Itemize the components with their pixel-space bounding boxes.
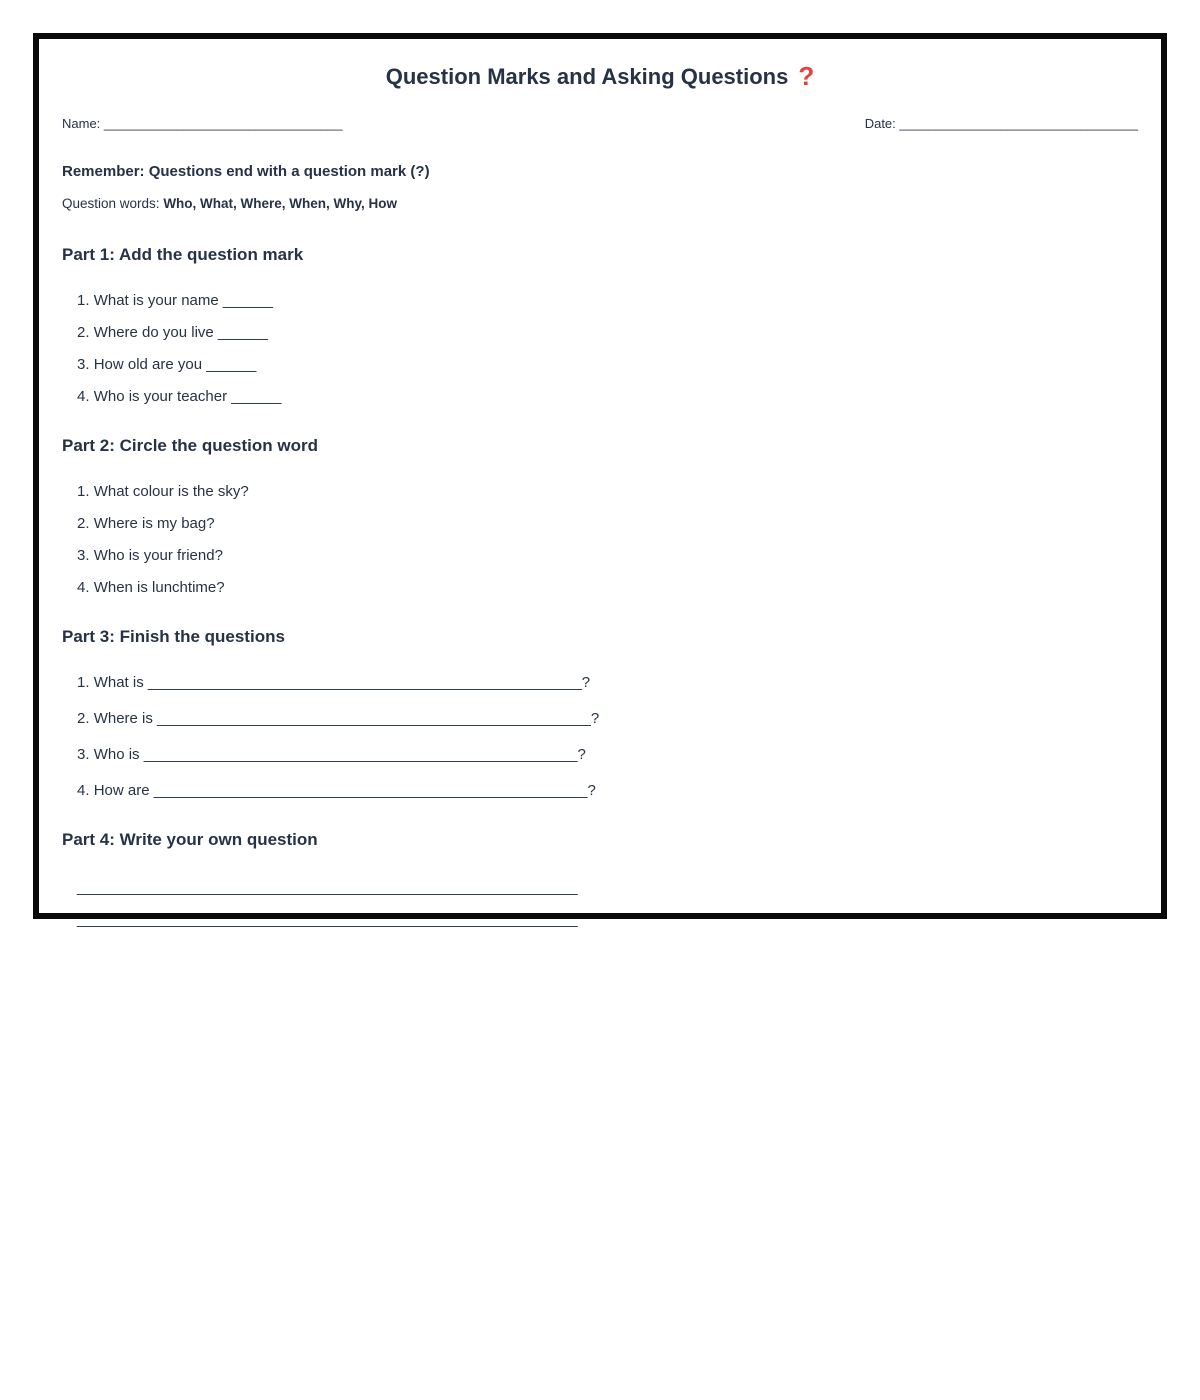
- item-question-mark: ?: [577, 746, 586, 763]
- worksheet-item: [77, 579, 1138, 596]
- item-text: Where is my bag?: [93, 515, 215, 532]
- question-words-line: [62, 195, 1138, 212]
- question-words-list: Who, What, Where, When, Why, How: [163, 196, 398, 211]
- item-blank: ____________________________________________________: [157, 710, 591, 727]
- date-field: [865, 116, 1138, 132]
- section-heading-part-3: Part 3: Finish the questions: [62, 627, 285, 646]
- section-part-4: [62, 830, 1138, 929]
- worksheet-item: [77, 746, 1138, 763]
- section-heading-part-2: Part 2: Circle the question word: [62, 436, 318, 455]
- item-blank: ____________________________________________________: [143, 746, 578, 763]
- date-blank-line: _________________________________: [899, 116, 1138, 131]
- item-text: Who is your friend?: [93, 547, 223, 564]
- item-number: 2.: [77, 515, 90, 532]
- item-number: 3.: [77, 547, 90, 564]
- item-number: 4.: [77, 579, 90, 596]
- item-text: Where do you live: [93, 324, 214, 341]
- item-number: 4.: [77, 782, 90, 799]
- item-text: When is lunchtime?: [93, 579, 225, 596]
- write-line-2: ____________________________________________________________: [77, 911, 578, 928]
- worksheet-item: [77, 356, 1138, 373]
- item-blank: ______: [222, 292, 273, 309]
- question-mark-icon: ?: [798, 61, 815, 91]
- worksheet-item: [77, 782, 1138, 799]
- item-text: Where is: [93, 710, 153, 727]
- section-part-1: [62, 245, 1138, 405]
- item-blank: ______: [231, 388, 282, 405]
- worksheet-item: [77, 515, 1138, 532]
- section-heading-part-1: Part 1: Add the question mark: [62, 245, 304, 264]
- item-question-mark: ?: [590, 710, 600, 727]
- name-date-row: [62, 116, 1138, 132]
- item-number: 3.: [77, 746, 90, 763]
- item-number: 1.: [77, 674, 90, 691]
- item-text: How old are you: [93, 356, 203, 373]
- section-heading-part-4: Part 4: Write your own question: [62, 830, 318, 849]
- worksheet-item: [77, 483, 1138, 500]
- item-text: What is your name: [93, 292, 219, 309]
- worksheet-card: [33, 33, 1167, 928]
- item-blank: ______: [217, 324, 268, 341]
- remember-note: Remember: Questions end with a question mark (?): [62, 163, 430, 180]
- page-title-text: Question Marks and Asking Questions: [385, 64, 789, 89]
- item-blank: ____________________________________________________: [147, 674, 582, 691]
- item-number: 1.: [77, 292, 90, 309]
- section-part-3: [62, 627, 1138, 799]
- page-title: [62, 63, 1138, 90]
- name-blank-line: _________________________________: [103, 116, 343, 131]
- item-question-mark: ?: [587, 782, 596, 799]
- item-text: Who is your teacher: [93, 388, 228, 405]
- item-number: 2.: [77, 324, 90, 341]
- item-text: What colour is the sky?: [93, 483, 249, 500]
- section-part-2: [62, 436, 1138, 596]
- worksheet-item: [77, 674, 1138, 691]
- write-line-1: ____________________________________________________________: [77, 879, 578, 896]
- item-number: 1.: [77, 483, 90, 500]
- worksheet-item: [77, 292, 1138, 309]
- item-number: 2.: [77, 710, 90, 727]
- name-label: Name:: [62, 116, 101, 131]
- question-words-label: Question words:: [62, 196, 160, 211]
- item-number: 4.: [77, 388, 90, 405]
- item-text: Who is: [93, 746, 140, 763]
- item-question-mark: ?: [581, 674, 591, 691]
- item-blank: ______: [206, 356, 257, 373]
- name-field: [62, 116, 343, 132]
- worksheet-item: [77, 710, 1138, 727]
- worksheet-item: [77, 547, 1138, 564]
- worksheet-item: [77, 388, 1138, 405]
- item-number: 3.: [77, 356, 90, 373]
- item-blank: ____________________________________________________: [153, 782, 588, 799]
- item-text: What is: [93, 674, 144, 691]
- date-label: Date:: [864, 116, 896, 131]
- item-text: How are: [93, 782, 150, 799]
- worksheet-item: [77, 324, 1138, 341]
